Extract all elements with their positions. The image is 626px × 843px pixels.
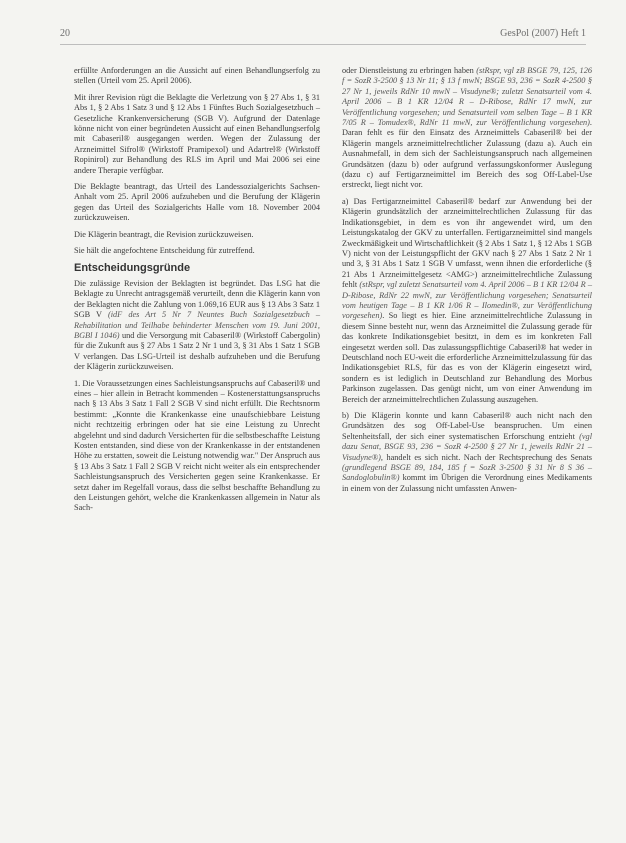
text-run: b) Die Klägerin konnte und kann Cabaseril® auch nicht nach den Grundsätzen des sog Off-Label-Use beanspruchen. Um einen Seltenheitsfall, der sich einer systematischen Erforschung entzieht (342, 411, 592, 441)
page-header (60, 28, 586, 42)
paragraph (342, 411, 592, 494)
paragraph (74, 279, 320, 373)
header-rule (60, 44, 586, 45)
left-column (74, 66, 320, 520)
page-number: 20 (60, 28, 70, 39)
section-heading: Entscheidungsgründe (74, 261, 191, 274)
text-run: kommt im Übrigen die Verordnung eines Medikaments in einem von der Zulassung nicht umfassten Anwen- (342, 473, 592, 493)
paragraph: Sie hält die angefochtene Entscheidung für zutreffend. (74, 246, 255, 256)
paragraph: Die Klägerin beantragt, die Revision zurückzuweisen. (74, 229, 254, 239)
text-run: , handelt es sich nicht. Nach der Rechtsprechung des Senats (380, 452, 592, 462)
text-run: Die zulässige Revision der Beklagten ist begründet. Das LSG hat die Beklagte zu Unrecht antragsgemäß verurteilt, denn die Klägerin kann von der Beklagten nicht die Zahlung von 1.069,16 EUR aus § 13 Abs 3 Satz 1 SGB V (74, 278, 320, 320)
citation-italic: (grundlegend BSGE 89, 184, 185 f = SozR 3-2500 § 31 Nr 8 S 36 – Sandoglobulin®) (342, 463, 592, 483)
citation-italic: (idF des Art 5 Nr 7 Neuntes Buch Sozialgesetzbuch – Rehabilitation und Teilhabe behinderter Menschen vom 19. Juni 2001, BGBl I 1046) (74, 310, 321, 340)
text-run: oder Dienstleistung zu erbringen haben (342, 66, 477, 75)
citation-italic: (stRspr, vgl zB BSGE 79, 125, 126 f = SozR 3-2500 § 13 Nr 11; § 13 f mwN; BSGE 93, 236 = SozR 4-2500 § 27 Nr 1, jeweils RdNr 10 mwN – Visudyne®; zuletzt Senatsurteil vom 4. April 2006 – B 1 KR 12/04 R – D-Ribose, RdNr 17 mwN, zur Veröffentlichung vorgesehen; und Senatsurteil vom selben Tage – B 1 KR 7/05 R – Tomudex®, RdNr 11 mwN, zur Veröffentlichung vorgesehen) (342, 66, 592, 128)
citation-italic: (stRspr, vgl zuletzt Senatsurteil vom 4. April 2006 – B 1 KR 12/04 R – D-Ribose, RdNr 22 mwN, zur Veröffentlichung vorgesehen; Senatsurteil vom heutigen Tage – B 1 KR 1/06 R – Ilomedin®, zur Veröffentlichung vorgesehen) (342, 280, 592, 321)
text-run: . Daran fehlt es für den Einsatz des Arzneimittels Cabaseril® bei der Klägerin mangels arzneimittelrechtlicher Zulassung (dazu a). Auch ein Ausnahmefall, in dem sich der Sachleistungsanspruch nach allgemeinen Grundsätzen (dazu b) oder aufgrund verfassungskonformer Auslegung (dazu c) auf Fertigarzneimittel im Bereich des sog Off-Label-Use erstreckt, liegt nicht vor. (342, 118, 592, 190)
right-column (342, 66, 592, 500)
running-title: GesPol (2007) Heft 1 (500, 28, 586, 39)
citation-italic: (vgl dazu Senat, BSGE 93, 236 = SozR 4-2500 § 27 Nr 1, jeweils RdNr 21 – Visudyne®) (342, 431, 592, 462)
paragraph (342, 66, 592, 191)
paragraph (342, 197, 592, 405)
text-run: a) Das Fertigarzneimittel Cabaseril® bedarf zur Anwendung bei der Klägerin grundsätzlich der arzneimittelrechtlichen Zulassung für das Indikationsgebiet, in dem es von ihr angewendet wird, um den Leistungskatalog der GKV zu unterfallen. Fertigarzneimittel sind mangels Zweckmäßigkeit und Wirtschaftlichkeit (§ 2 Abs 1 Satz 1, § 12 Abs 1 SGB V) nicht von der Leistungspflicht der GKV nach § 27 Abs 1 Satz 2 Nr 1 und 3, § 31 Abs 1 Satz 1 SGB V umfasst, wenn ihnen die erforderliche (§ 21 Abs 1 Arzneimittelgesetz <AMG>) arzneimittelrechtliche Zulassung fehlt (342, 196, 592, 290)
paragraph: Mit ihrer Revision rügt die Beklagte die Verletzung von § 27 Abs 1, § 31 Abs 1, § 2 Abs 1 Satz 3 und § 12 Abs 1 Fünftes Buch Sozialgesetzbuch – Gesetzliche Krankenversicherung (SGB V). Aufgrund der Datenlage könne nicht von einer begründeten Aussicht auf einen Behandlungserfolg mit Cabaseril® ausgegangen werden. Wegen der Zulassung der Arzneimittel Sifrol® (Wirkstoff Pramipexol) und Adartrel® (Wirkstoff Ropinirol) zur Behandlung des RLS im April und Mai 2006 sei eine andere Therapie verfügbar. (74, 92, 320, 175)
text-run: . So liegt es hier. Eine arzneimittelrechtliche Zulassung in diesem Sinne besteht nur, wenn das Arzneimittel die Zulassung gerade für das konkrete Indikationsgebiet besitzt, in dem es im konkreten Fall eingesetzt werden soll. Das zulassungspflichtige Cabaseril® hat weder in Deutschland noch EU-weit die erforderliche Arzneimittelzulassung für das Indikationsgebiet RLS, für das es von der Klägerin eingesetzt wird, sondern es ist lediglich in Deutschland zur Behandlung des Morbus Parkinson zugelassen. Das genügt nicht, um von einer Anwendung im Bereich der arzneimittelrechtlichen Zulassung auszugehen. (342, 311, 592, 404)
paragraph: 1. Die Voraussetzungen eines Sachleistungsanspruchs auf Cabaseril® und eines – hier allein in Betracht kommenden – Kostenerstattungsanspruchs nach § 13 Abs 3 Satz 1 Fall 2 SGB V sind nicht erfüllt. Die Rechtsnorm bestimmt: „Konnte die Krankenkasse eine unaufschiebbare Leistung nicht rechtzeitig erbringen oder hat sie eine Leistung zu Unrecht abgelehnt und sind dadurch Versicherten für die selbstbeschaffte Leistung Kosten entstanden, sind diese von der Krankenkasse in der entstandenen Höhe zu erstatten, soweit die Leistung notwendig war." Der Anspruch aus § 13 Abs 3 Satz 1 Fall 2 SGB V reicht nicht weiter als ein entsprechender Sachleistungsanspruch des Versicherten gegen seine Krankenkasse. Er setzt daher im Regelfall voraus, dass die selbst beschaffte Behandlung zu den Leistungen gehört, welche die Krankenkassen allgemein in Natur als Sach- (74, 378, 320, 513)
paragraph: erfüllte Anforderungen an die Aussicht auf einen Behandlungserfolg zu stellen (Urteil vom 25. April 2006). (74, 66, 320, 86)
text-run: und die Versorgung mit Cabaseril® (Wirkstoff Cabergolin) für die Zukunft aus § 27 Abs 1 Satz 2 Nr 1 und 3, § 31 Abs 1 Satz 1 SGB V verlangen. Das LSG-Urteil ist deshalb aufzuheben und die Berufung der Klägerin zurückzuweisen. (74, 330, 320, 372)
paragraph: Die Beklagte beantragt, das Urteil des Landessozialgerichts Sachsen-Anhalt vom 25. April 2006 aufzuheben und die Berufung der Klägerin gegen das Urteil des Sozialgerichts Halle vom 18. November 2004 zurückzuweisen. (74, 182, 320, 223)
